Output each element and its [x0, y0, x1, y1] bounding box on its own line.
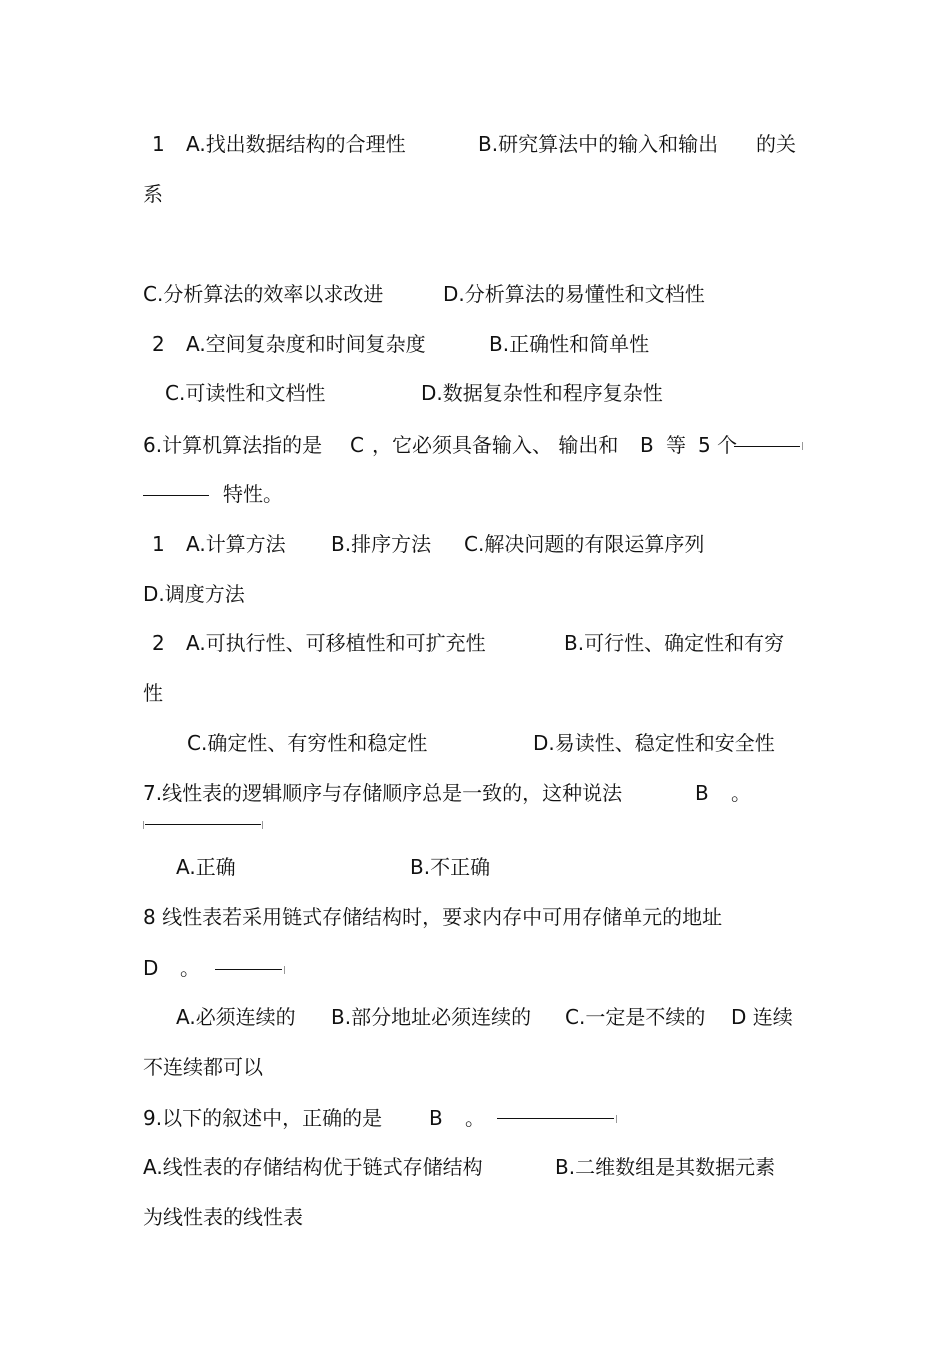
- question-8-text: 。: [180, 956, 200, 980]
- option-d: D.分析算法的易懂性和文档性: [443, 282, 705, 306]
- option-b: B.不正确: [410, 855, 491, 879]
- question-7-answer: B: [695, 781, 709, 805]
- option-b: B.正确性和简单性: [489, 332, 650, 356]
- question-6-text: 5 个: [698, 433, 738, 457]
- option-a: A.找出数据结构的合理性: [186, 132, 406, 156]
- text-fragment: 性: [143, 681, 163, 705]
- option-c: C.一定是不续的: [565, 1005, 706, 1029]
- option-a: A.可执行性、可移植性和可扩充性: [186, 631, 486, 655]
- text-fragment: 不连续都可以: [143, 1055, 263, 1079]
- answer-blank-line: [143, 495, 209, 496]
- text-fragment: 为线性表的线性表: [143, 1205, 303, 1229]
- text-fragment: 系: [143, 182, 163, 206]
- option-b: B.研究算法中的输入和输出: [478, 132, 719, 156]
- option-c: C.解决问题的有限运算序列: [464, 532, 705, 556]
- option-d: D.调度方法: [143, 582, 245, 606]
- option-c: C.可读性和文档性: [165, 381, 326, 405]
- option-number: 1: [152, 532, 165, 556]
- option-b: B.可行性、确定性和有穷: [564, 631, 785, 655]
- question-8-text: 8 线性表若采用链式存储结构时，要求内存中可用存储单元的地址: [143, 905, 723, 929]
- answer-blank-line: [497, 1118, 614, 1119]
- question-7-text: 。: [731, 781, 751, 805]
- blank-edge-mark: [284, 966, 285, 974]
- question-9-text: 。: [465, 1106, 485, 1130]
- option-a: A.必须连续的: [176, 1005, 296, 1029]
- answer-blank-line: [734, 446, 800, 447]
- blank-edge-mark: [143, 821, 144, 829]
- question-6-text: 特性。: [223, 482, 283, 506]
- blank-edge-mark: [262, 821, 263, 829]
- question-6-text: 等: [666, 433, 686, 457]
- option-c: C.确定性、有穷性和稳定性: [187, 731, 428, 755]
- question-6-answer-1: C: [350, 433, 364, 457]
- question-9-text: 9.以下的叙述中，正确的是: [143, 1106, 383, 1130]
- question-6-text: ，它必须具备输入、 输出和: [372, 433, 619, 457]
- option-d: D 连续: [731, 1005, 793, 1029]
- option-a: A.线性表的存储结构优于链式存储结构: [143, 1155, 483, 1179]
- option-a: A.计算方法: [186, 532, 286, 556]
- option-b: B.排序方法: [331, 532, 432, 556]
- option-number: 1: [152, 132, 165, 156]
- option-a: A.空间复杂度和时间复杂度: [186, 332, 426, 356]
- option-b: B.二维数组是其数据元素: [555, 1155, 776, 1179]
- answer-blank-line: [215, 969, 282, 970]
- text-fragment: 的关: [756, 132, 796, 156]
- option-d: D.易读性、稳定性和安全性: [533, 731, 775, 755]
- question-8-answer: D: [143, 956, 159, 980]
- option-a: A.正确: [176, 855, 236, 879]
- option-b: B.部分地址必须连续的: [331, 1005, 532, 1029]
- option-number: 2: [152, 332, 165, 356]
- question-7-text: 7.线性表的逻辑顺序与存储顺序总是一致的，这种说法: [143, 781, 623, 805]
- question-6-answer-2: B: [640, 433, 654, 457]
- question-9-answer: B: [429, 1106, 443, 1130]
- blank-edge-mark: [616, 1115, 617, 1123]
- answer-blank-line: [145, 824, 261, 825]
- question-6-text: 6.计算机算法指的是: [143, 433, 323, 457]
- option-d: D.数据复杂性和程序复杂性: [421, 381, 663, 405]
- option-c: C.分析算法的效率以求改进: [143, 282, 384, 306]
- option-number: 2: [152, 631, 165, 655]
- blank-edge-mark: [802, 442, 803, 450]
